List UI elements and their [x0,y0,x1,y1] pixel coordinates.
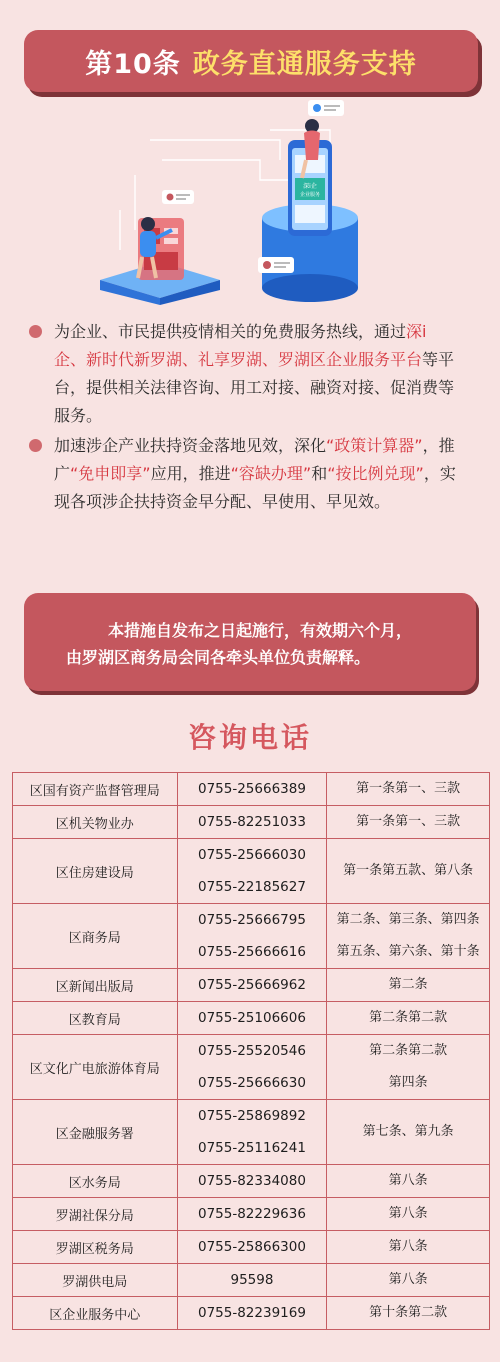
text-segment: 为企业、市民提供疫情相关的免费服务热线，通过 [54,322,407,341]
table-row [13,1165,490,1198]
department-cell: 区新闻出版局 [13,969,178,1002]
highlight-segment: “按比例兑现” [327,464,424,483]
title-banner [24,30,478,92]
clause-cell-text: 第五条、第六条、第十条 [336,944,480,959]
phone-cell-text: 0755-25666962 [197,977,306,993]
phone-cell-text: 0755-22185627 [197,879,306,895]
phone-cell [177,1100,327,1165]
phone-cell [177,773,327,806]
phone-cell [177,1264,327,1297]
table-row [13,806,490,839]
department-cell: 区机关物业办 [13,806,178,839]
text-segment: 等平台，提供相关法律咨询、用工对接、融资对接、促消费等服务。 [54,350,455,425]
clause-cell [327,1100,490,1165]
phone-cell-text: 0755-25116241 [197,1140,306,1156]
highlight-segment: 深i企、新时代新罗湖、礼享罗湖、罗湖区企业服务平台 [54,322,427,369]
department-cell: 区文化广电旅游体育局 [13,1035,178,1100]
clause-cell [327,1297,490,1330]
table-row [13,1002,490,1035]
clause-cell [327,1264,490,1297]
table-row [13,1231,490,1264]
phone-cell [177,904,327,969]
phone-cell [177,1165,327,1198]
phone-cell [177,806,327,839]
clause-cell [327,1231,490,1264]
table-row [13,1100,490,1165]
clause-cell-text: 第二条 [388,977,428,992]
clause-cell-text: 第八条 [388,1239,428,1254]
table-row [13,904,490,969]
phone-cell-text: 0755-25869892 [197,1108,306,1124]
department-cell: 罗湖区税务局 [13,1231,178,1264]
highlight-segment: “政策计算器” [326,436,423,455]
clause-cell [327,839,490,904]
phone-cell-text: 0755-82229636 [197,1206,306,1222]
text-segment: ，推广 [54,436,455,483]
clause-cell [327,806,490,839]
bullet-dot-icon [29,439,42,452]
phone-cell-text: 0755-82334080 [197,1173,306,1189]
table-row [13,1297,490,1330]
validity-notice [24,593,476,691]
clause-cell [327,1002,490,1035]
clause-cell [327,1165,490,1198]
clause-cell [327,969,490,1002]
highlight-segment: “免申即享” [70,464,151,483]
clause-cell-text: 第七条、第九条 [362,1124,454,1139]
department-cell: 罗湖社保分局 [13,1198,178,1231]
phone-cell-text: 0755-25520546 [197,1043,306,1059]
clause-cell-text: 第二条第二款 [369,1043,448,1058]
notice-line: 本措施自发布之日起施行，有效期六个月， [108,621,413,640]
clause-cell-text: 第一条第一、三款 [356,781,461,796]
title-text: 政务直通服务支持 [192,48,417,80]
phone-cell-text: 0755-25866300 [197,1239,306,1255]
phone-cell [177,969,327,1002]
department-cell: 区水务局 [13,1165,178,1198]
title-article-number: 第10条 [85,48,181,80]
clause-cell [327,773,490,806]
phone-cell [177,1002,327,1035]
phone-cell-text: 0755-25666389 [197,781,306,797]
phone-cell-text: 0755-25666795 [197,912,306,928]
table-row [13,839,490,904]
service-illustration [80,100,380,305]
clause-cell-text: 第一条第五款、第八条 [343,863,474,878]
clause-cell-text: 第八条 [388,1206,428,1221]
phone-cell [177,1297,327,1330]
table-row [13,773,490,806]
phone-app-subtitle: 企业服务 [299,192,321,198]
table-row [13,1264,490,1297]
department-cell: 区住房建设局 [13,839,178,904]
text-segment: 加速涉企产业扶持资金落地见效，深化 [54,436,327,455]
phone-cell [177,1198,327,1231]
phone-cell-text: 0755-25666030 [197,847,306,863]
text-segment: ，实现各项涉企扶持资金早分配、早使用、早见效。 [54,464,456,511]
table-row [13,1035,490,1100]
highlight-segment: “容缺办理” [230,464,312,483]
contact-table-body [13,773,490,1330]
text-segment: 应用，推进 [150,464,231,483]
clause-cell-text: 第二条、第三条、第四条 [336,912,480,927]
clause-cell-text: 第十条第二款 [369,1305,448,1320]
phone-cell [177,839,327,904]
bullet-dot-icon [29,325,42,338]
contact-table [12,772,490,1330]
clause-cell-text: 第八条 [388,1173,428,1188]
department-cell: 区金融服务署 [13,1100,178,1165]
clause-cell-text: 第四条 [388,1075,428,1090]
table-row [13,969,490,1002]
clause-cell-text: 第八条 [388,1272,428,1287]
clause-cell-text: 第二条第二款 [369,1010,448,1025]
phone-cell-text: 0755-25666616 [197,944,306,960]
department-cell: 区教育局 [13,1002,178,1035]
clause-cell [327,1198,490,1231]
phone-cell [177,1035,327,1100]
contact-heading: 咨询电话 [187,721,312,754]
department-cell: 区国有资产监督管理局 [13,773,178,806]
department-cell: 区商务局 [13,904,178,969]
phone-app-name: 深i企 [303,183,317,190]
phone-cell-text: 0755-25666630 [197,1075,306,1091]
phone-cell-text: 95598 [230,1272,274,1288]
text-segment: 和 [311,464,328,483]
table-row [13,1198,490,1231]
notice-line: 由罗湖区商务局会同各牵头单位负责解释。 [66,648,371,667]
measure-list [26,318,456,518]
phone-cell-text: 0755-82251033 [197,814,306,830]
measure-item [26,432,456,516]
clause-cell-text: 第一条第一、三款 [356,814,461,829]
clause-cell [327,1035,490,1100]
phone-cell-text: 0755-25106606 [197,1010,306,1026]
phone-cell-text: 0755-82239169 [197,1305,306,1321]
department-cell: 罗湖供电局 [13,1264,178,1297]
department-cell: 区企业服务中心 [13,1297,178,1330]
clause-cell [327,904,490,969]
measure-item [26,318,456,430]
phone-cell [177,1231,327,1264]
